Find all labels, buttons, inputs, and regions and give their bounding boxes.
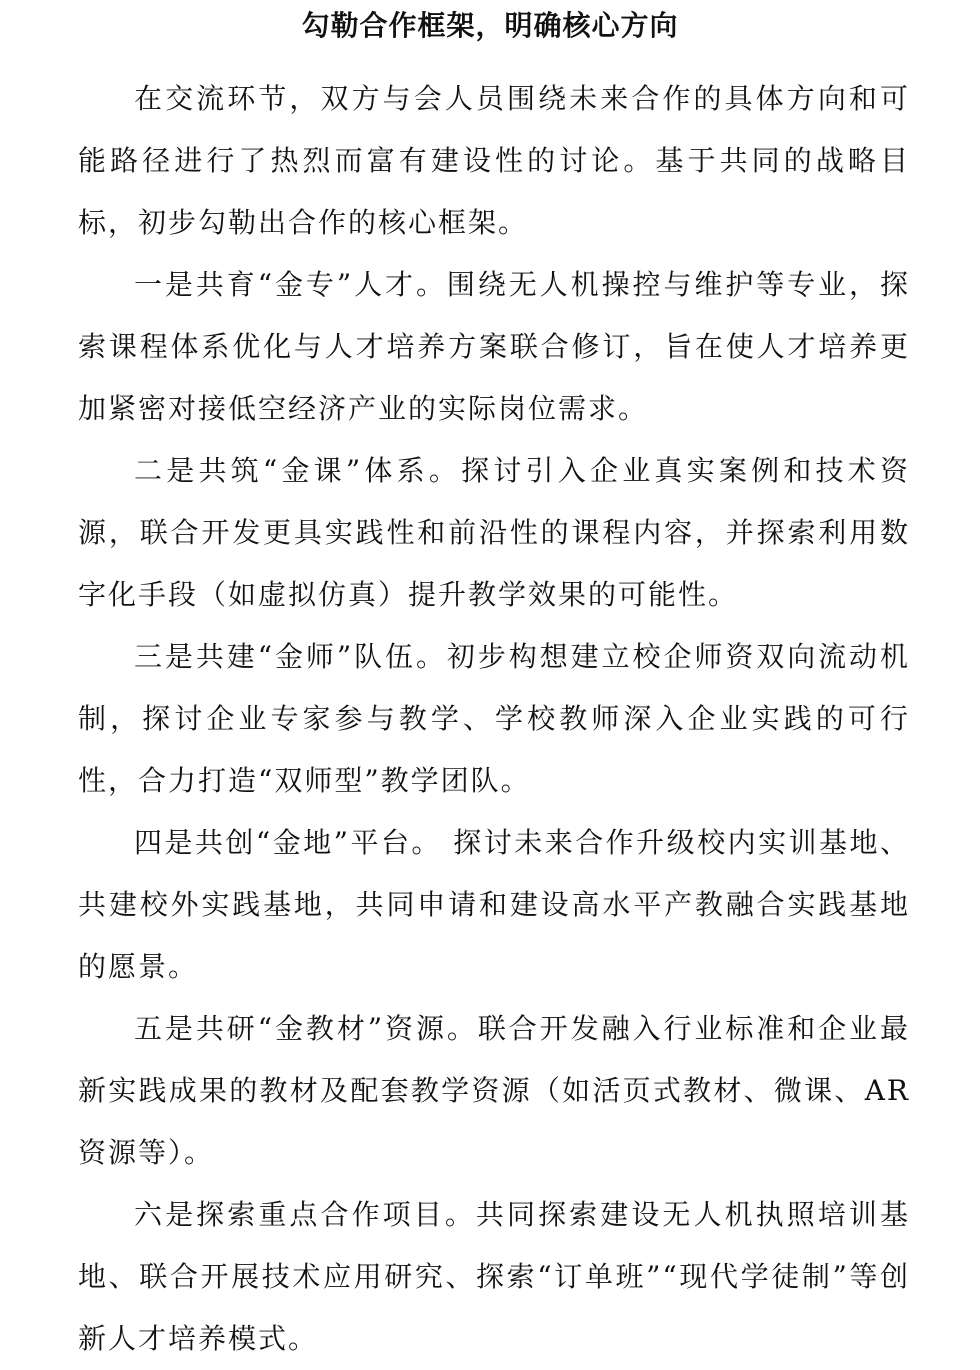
paragraph-jin-zhuan: 一是共育“金专”人才。围绕无人机操控与维护等专业，探索课程体系优化与人才培养方案联合修订，旨在使人才培养更加紧密对接低空经济产业的实际岗位需求。 [78,268,910,425]
paragraph-intro: 在交流环节，双方与会人员围绕未来合作的具体方向和可能路径进行了热烈而富有建设性的讨论。基于共同的战略目标，初步勾勒出合作的核心框架。 [78,82,910,239]
paragraph-jin-jiaocai: 五是共研“金教材”资源。联合开发融入行业标准和企业最新实践成果的教材及配套教学资源（如活页式教材、微课、AR资源等）。 [78,1012,910,1169]
paragraph-jin-shi: 三是共建“金师”队伍。初步构想建立校企师资双向流动机制，探讨企业专家参与教学、学校教师深入企业实践的可行性，合力打造“双师型”教学团队。 [78,640,910,797]
paragraph-jin-ke: 二是共筑“金课”体系。探讨引入企业真实案例和技术资源，联合开发更具实践性和前沿性的课程内容，并探索利用数字化手段（如虚拟仿真）提升教学效果的可能性。 [78,454,910,611]
paragraph-key-projects: 六是探索重点合作项目。共同探索建设无人机执照培训基地、联合开展技术应用研究、探索“订单班”“现代学徒制”等创新人才培养模式。 [78,1198,910,1355]
paragraph-jin-di: 四是共创“金地”平台。 探讨未来合作升级校内实训基地、共建校外实践基地，共同申请和建设高水平产教融合实践基地的愿景。 [78,826,910,983]
document-title: 勾勒合作框架，明确核心方向 [301,9,679,42]
document-body [78,68,910,1370]
